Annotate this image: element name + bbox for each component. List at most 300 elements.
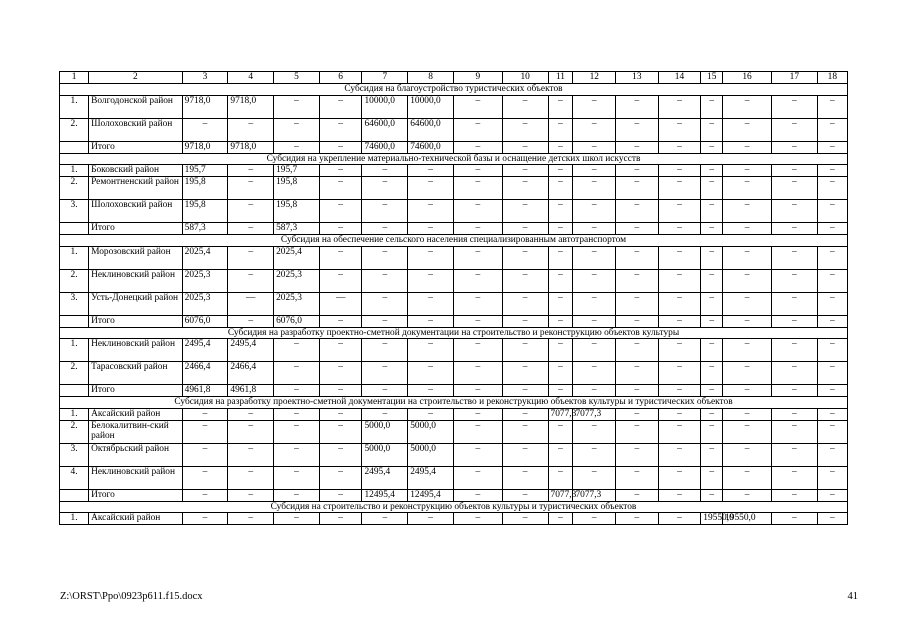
value-cell: – [502, 339, 548, 362]
value-cell: – [453, 489, 502, 501]
value-cell: – [502, 141, 548, 153]
value-cell: 5000,0 [408, 443, 454, 466]
value-cell: – [723, 118, 772, 141]
value-cell: – [701, 443, 723, 466]
value-cell: – [362, 246, 408, 269]
value-cell: – [362, 385, 408, 397]
value-cell: – [362, 269, 408, 292]
row-number: 2. [60, 420, 89, 443]
value-cell: – [548, 466, 573, 489]
value-cell: 74600,0 [408, 141, 454, 153]
value-cell: – [817, 443, 847, 466]
section-title-row [60, 501, 848, 513]
value-cell: 195,7 [274, 165, 320, 177]
value-cell: – [548, 177, 573, 200]
value-cell: – [453, 339, 502, 362]
value-cell: – [616, 513, 659, 525]
section-title: Субсидия на разработку проектно-сметной документации на строительство и реконструкцию объектов культуры [60, 327, 848, 339]
value-cell: – [408, 339, 454, 362]
value-cell: 12495,4 [362, 489, 408, 501]
value-cell: – [228, 118, 274, 141]
value-cell: 2495,4 [362, 466, 408, 489]
value-cell: – [274, 95, 320, 118]
value-cell: 9718,0 [228, 141, 274, 153]
value-cell: – [573, 118, 616, 141]
value-cell: – [319, 118, 362, 141]
value-cell: – [319, 246, 362, 269]
value-cell: – [723, 315, 772, 327]
value-cell: 9718,0 [228, 95, 274, 118]
value-cell: – [817, 95, 847, 118]
row-number: 1. [60, 339, 89, 362]
section-title-row [60, 153, 848, 165]
value-cell: – [274, 466, 320, 489]
table-header-row [60, 72, 848, 84]
value-cell: – [616, 420, 659, 443]
value-cell: – [502, 223, 548, 235]
value-cell: 7077,3 [573, 489, 616, 501]
value-cell: – [182, 489, 228, 501]
table-row [60, 408, 848, 420]
value-cell: – [319, 408, 362, 420]
value-cell: – [616, 246, 659, 269]
value-cell: – [319, 362, 362, 385]
value-cell: – [228, 420, 274, 443]
value-cell: – [548, 315, 573, 327]
value-cell: – [274, 420, 320, 443]
value-cell: – [182, 513, 228, 525]
value-cell: – [817, 513, 847, 525]
column-header: 6 [319, 72, 362, 84]
value-cell: – [723, 489, 772, 501]
value-cell: – [658, 513, 701, 525]
value-cell: – [453, 95, 502, 118]
value-cell: – [817, 165, 847, 177]
value-cell: – [274, 443, 320, 466]
district-name: Шолоховский район [89, 118, 183, 141]
value-cell: – [502, 269, 548, 292]
value-cell: – [616, 362, 659, 385]
value-cell: – [228, 315, 274, 327]
value-cell: – [658, 315, 701, 327]
table-row [60, 443, 848, 466]
value-cell: – [274, 141, 320, 153]
total-row [60, 315, 848, 327]
value-cell: – [658, 362, 701, 385]
value-cell: – [701, 408, 723, 420]
value-cell: – [362, 165, 408, 177]
value-cell: – [658, 165, 701, 177]
value-cell: – [701, 141, 723, 153]
value-cell: – [771, 141, 817, 153]
value-cell: – [771, 292, 817, 315]
value-cell: – [453, 443, 502, 466]
table-row [60, 339, 848, 362]
value-cell: – [658, 118, 701, 141]
value-cell: – [319, 200, 362, 223]
value-cell: – [319, 443, 362, 466]
value-cell: – [228, 223, 274, 235]
value-cell: – [502, 466, 548, 489]
value-cell: – [701, 177, 723, 200]
value-cell: – [573, 466, 616, 489]
value-cell: – [723, 269, 772, 292]
value-cell: – [817, 489, 847, 501]
district-name: Усть-Донецкий район [89, 292, 183, 315]
total-row [60, 385, 848, 397]
footer-file-path: Z:\ORST\Ppo\0923p611.f15.docx [60, 591, 203, 602]
value-cell: – [319, 489, 362, 501]
value-cell: – [573, 385, 616, 397]
value-cell: – [573, 315, 616, 327]
value-cell: – [453, 513, 502, 525]
value-cell: 7077,3 [548, 408, 573, 420]
value-cell: – [274, 339, 320, 362]
value-cell: – [502, 315, 548, 327]
column-header: 3 [182, 72, 228, 84]
value-cell: – [408, 408, 454, 420]
district-name: Волгодонской район [89, 95, 183, 118]
value-cell: – [701, 466, 723, 489]
value-cell: – [771, 315, 817, 327]
table-row [60, 165, 848, 177]
value-cell: – [723, 95, 772, 118]
value-cell: – [228, 200, 274, 223]
value-cell: – [658, 177, 701, 200]
table-row [60, 177, 848, 200]
section-title-row [60, 84, 848, 96]
district-name: Шолоховский район [89, 200, 183, 223]
value-cell: – [362, 362, 408, 385]
value-cell: – [616, 95, 659, 118]
value-cell: – [573, 269, 616, 292]
value-cell: – [723, 165, 772, 177]
district-name: Аксайский район [89, 408, 183, 420]
value-cell: – [274, 118, 320, 141]
value-cell: – [319, 177, 362, 200]
value-cell: – [701, 246, 723, 269]
value-cell: – [573, 292, 616, 315]
value-cell: – [453, 408, 502, 420]
table-row [60, 362, 848, 385]
value-cell: – [548, 339, 573, 362]
district-name: Итого [89, 489, 183, 501]
value-cell: – [616, 315, 659, 327]
value-cell: – [228, 466, 274, 489]
value-cell: – [817, 141, 847, 153]
value-cell: – [701, 315, 723, 327]
value-cell: 587,3 [182, 223, 228, 235]
row-number: 1. [60, 513, 89, 525]
value-cell: – [408, 292, 454, 315]
value-cell: – [701, 489, 723, 501]
row-number: 1. [60, 408, 89, 420]
value-cell: – [182, 443, 228, 466]
value-cell: 9718,0 [182, 95, 228, 118]
value-cell: – [771, 466, 817, 489]
value-cell: – [548, 269, 573, 292]
value-cell: – [408, 385, 454, 397]
value-cell: – [319, 223, 362, 235]
value-cell: – [701, 95, 723, 118]
row-number: 2. [60, 118, 89, 141]
value-cell: – [771, 420, 817, 443]
row-number: 3. [60, 292, 89, 315]
value-cell: – [701, 339, 723, 362]
value-cell: – [723, 408, 772, 420]
value-cell: – [723, 223, 772, 235]
value-cell: – [362, 315, 408, 327]
district-name: Итого [89, 223, 183, 235]
value-cell: 195,8 [182, 177, 228, 200]
value-cell: 19550,0 [723, 513, 772, 525]
total-row [60, 223, 848, 235]
value-cell: – [658, 466, 701, 489]
column-header: 13 [616, 72, 659, 84]
column-header: 10 [502, 72, 548, 84]
value-cell: – [817, 246, 847, 269]
value-cell: – [453, 246, 502, 269]
section-title: Субсидия на укрепление материально-технической базы и оснащение детских школ искусств [60, 153, 848, 165]
value-cell: – [453, 269, 502, 292]
value-cell: – [616, 200, 659, 223]
value-cell: – [723, 141, 772, 153]
value-cell: 5000,0 [362, 443, 408, 466]
value-cell: – [573, 420, 616, 443]
value-cell: – [408, 315, 454, 327]
value-cell: – [453, 223, 502, 235]
value-cell: – [701, 200, 723, 223]
value-cell: – [408, 513, 454, 525]
value-cell: – [548, 292, 573, 315]
value-cell: – [658, 95, 701, 118]
value-cell: – [362, 200, 408, 223]
district-name: Ремонтненский район [89, 177, 183, 200]
section-title-row [60, 235, 848, 247]
value-cell: 195,8 [274, 177, 320, 200]
row-number [60, 141, 89, 153]
value-cell: 5000,0 [408, 420, 454, 443]
value-cell: – [817, 269, 847, 292]
value-cell: – [182, 408, 228, 420]
table-row [60, 513, 848, 525]
value-cell: – [573, 95, 616, 118]
value-cell: – [548, 385, 573, 397]
value-cell: – [817, 339, 847, 362]
column-header: 7 [362, 72, 408, 84]
value-cell: – [548, 223, 573, 235]
value-cell: – [319, 315, 362, 327]
value-cell: – [453, 165, 502, 177]
value-cell: – [658, 489, 701, 501]
subsidy-table [59, 71, 848, 525]
value-cell: – [408, 165, 454, 177]
value-cell: – [502, 420, 548, 443]
value-cell: – [723, 200, 772, 223]
value-cell: 195,7 [182, 165, 228, 177]
row-number: 1. [60, 165, 89, 177]
column-header: 12 [573, 72, 616, 84]
value-cell: – [573, 141, 616, 153]
value-cell: – [319, 466, 362, 489]
value-cell: – [723, 362, 772, 385]
value-cell: – [771, 165, 817, 177]
value-cell: 2466,4 [182, 362, 228, 385]
table-row [60, 420, 848, 443]
value-cell: – [771, 95, 817, 118]
value-cell: – [502, 443, 548, 466]
value-cell: 2025,4 [274, 246, 320, 269]
value-cell: – [658, 339, 701, 362]
table-row [60, 292, 848, 315]
value-cell: – [616, 339, 659, 362]
value-cell: – [817, 466, 847, 489]
value-cell: – [658, 385, 701, 397]
table-body [60, 72, 848, 525]
value-cell: – [548, 513, 573, 525]
district-name: Аксайский район [89, 513, 183, 525]
district-name: Октябрьский район [89, 443, 183, 466]
value-cell: 64600,0 [362, 118, 408, 141]
value-cell: – [274, 362, 320, 385]
row-number: 1. [60, 246, 89, 269]
value-cell: – [573, 339, 616, 362]
row-number: 1. [60, 95, 89, 118]
value-cell: – [228, 246, 274, 269]
value-cell: – [573, 223, 616, 235]
value-cell: – [573, 513, 616, 525]
row-number: 2. [60, 362, 89, 385]
section-title: Субсидия на разработку проектно-сметной документации на строительство и реконструкцию объектов культуры и туристических объектов [60, 397, 848, 409]
table-row [60, 118, 848, 141]
value-cell: – [723, 420, 772, 443]
value-cell: 2025,3 [182, 292, 228, 315]
table-row [60, 200, 848, 223]
district-name: Морозовский район [89, 246, 183, 269]
section-title: Субсидия на обеспечение сельского населения специализированным автотранспортом [60, 235, 848, 247]
value-cell: – [274, 513, 320, 525]
value-cell: – [616, 118, 659, 141]
column-header: 4 [228, 72, 274, 84]
value-cell: – [817, 420, 847, 443]
value-cell: 12495,4 [408, 489, 454, 501]
value-cell: – [817, 315, 847, 327]
value-cell: – [502, 408, 548, 420]
value-cell: – [701, 269, 723, 292]
value-cell: 7077,3 [573, 408, 616, 420]
value-cell: 5000,0 [362, 420, 408, 443]
row-number [60, 489, 89, 501]
value-cell: – [548, 443, 573, 466]
value-cell: 74600,0 [362, 141, 408, 153]
value-cell: 4961,8 [228, 385, 274, 397]
value-cell: – [573, 362, 616, 385]
value-cell: – [658, 408, 701, 420]
value-cell: – [182, 118, 228, 141]
value-cell: – [502, 246, 548, 269]
value-cell: – [319, 141, 362, 153]
value-cell: – [228, 408, 274, 420]
column-header: 11 [548, 72, 573, 84]
value-cell: – [362, 223, 408, 235]
row-number: 4. [60, 466, 89, 489]
table-row [60, 269, 848, 292]
column-header: 17 [771, 72, 817, 84]
total-row [60, 141, 848, 153]
value-cell: 2025,3 [274, 292, 320, 315]
value-cell: 2025,3 [182, 269, 228, 292]
value-cell: – [453, 315, 502, 327]
value-cell: – [319, 165, 362, 177]
value-cell: – [408, 362, 454, 385]
column-header: 8 [408, 72, 454, 84]
value-cell: 2466,4 [228, 362, 274, 385]
district-name: Итого [89, 385, 183, 397]
value-cell: 195,8 [274, 200, 320, 223]
value-cell: – [817, 200, 847, 223]
value-cell: – [658, 443, 701, 466]
value-cell: – [701, 165, 723, 177]
table-row [60, 466, 848, 489]
column-header: 15 [701, 72, 723, 84]
table-row [60, 246, 848, 269]
value-cell: – [771, 223, 817, 235]
value-cell: – [548, 118, 573, 141]
value-cell: – [548, 165, 573, 177]
value-cell: – [616, 489, 659, 501]
value-cell: 10000,0 [362, 95, 408, 118]
district-name: Неклиновский район [89, 466, 183, 489]
row-number: 2. [60, 177, 89, 200]
value-cell: – [701, 292, 723, 315]
value-cell: – [817, 362, 847, 385]
value-cell: – [817, 223, 847, 235]
value-cell: – [771, 513, 817, 525]
value-cell: – [771, 489, 817, 501]
column-header: 1 [60, 72, 89, 84]
value-cell: – [658, 223, 701, 235]
value-cell: – [658, 269, 701, 292]
value-cell: – [274, 489, 320, 501]
district-name: Боковский район [89, 165, 183, 177]
value-cell: – [616, 408, 659, 420]
value-cell: 2495,4 [182, 339, 228, 362]
value-cell: 587,3 [274, 223, 320, 235]
district-name: Итого [89, 315, 183, 327]
value-cell: – [616, 385, 659, 397]
row-number [60, 315, 89, 327]
value-cell: – [723, 292, 772, 315]
value-cell: – [723, 339, 772, 362]
value-cell: – [771, 246, 817, 269]
value-cell: – [182, 466, 228, 489]
value-cell: – [817, 177, 847, 200]
value-cell: – [616, 165, 659, 177]
column-header: 14 [658, 72, 701, 84]
value-cell: – [274, 408, 320, 420]
value-cell: – [502, 362, 548, 385]
value-cell: – [573, 200, 616, 223]
value-cell: – [453, 385, 502, 397]
value-cell: – [502, 177, 548, 200]
value-cell: – [658, 200, 701, 223]
value-cell: — [228, 292, 274, 315]
row-number: 3. [60, 200, 89, 223]
value-cell: – [616, 466, 659, 489]
value-cell: 2495,4 [408, 466, 454, 489]
value-cell: – [408, 200, 454, 223]
value-cell: – [319, 513, 362, 525]
